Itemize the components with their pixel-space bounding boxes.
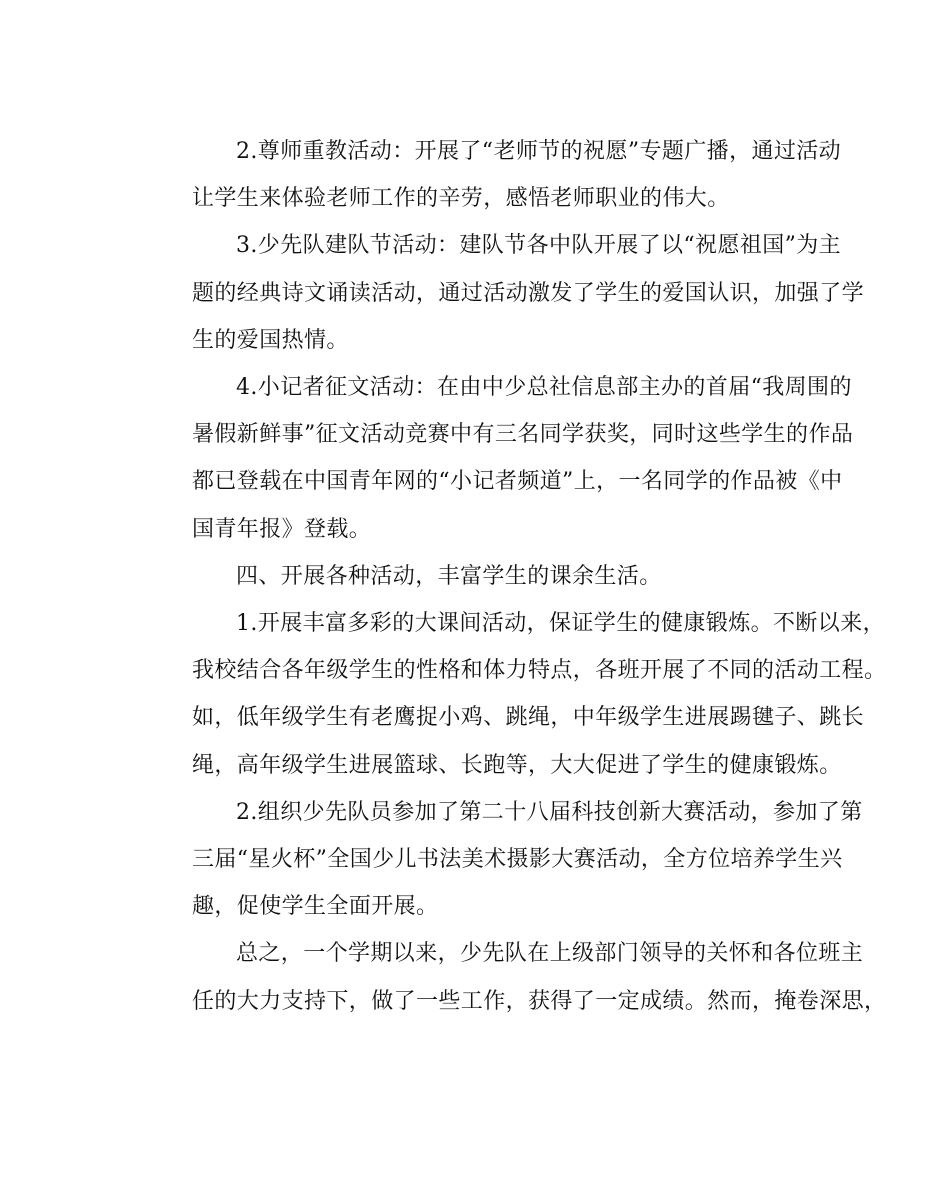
paragraph-big-recess-activity xyxy=(148,600,887,789)
text-line: 暑假新鲜事”征文活动竞赛中有三名同学获奖，同时这些学生的作品 xyxy=(192,422,854,448)
text-line: 让学生来体验老师工作的辛劳，感悟老师职业的伟大。 xyxy=(192,186,730,212)
text-line: 绳，高年级学生进展篮球、长跑等，大大促进了学生的健康锻炼。 xyxy=(192,752,842,778)
text-line: 总之，一个学期以来，少先队在上级部门领导的关怀和各位班主 xyxy=(236,941,864,967)
paragraph-team-founding-day-activity xyxy=(148,222,865,364)
text-line: 如，低年级学生有老鹰捉小鸡、跳绳，中年级学生进展踢毽子、跳长 xyxy=(192,705,865,731)
section-heading-activities xyxy=(148,553,808,600)
text-line: 都已登载在中国青年网的“小记者频道”上，一名同学的作品被《中 xyxy=(192,469,843,495)
paragraph-summary xyxy=(148,930,887,1024)
text-line: 三届“星火杯”全国少儿书法美术摄影大赛活动，全方位培养学生兴 xyxy=(192,847,843,873)
text-line: 2.尊师重教活动：开展了“老师节的祝愿”专题广播，通过活动 xyxy=(236,139,842,164)
document-body xyxy=(148,128,887,1025)
text-line: 题的经典诗文诵读活动，通过活动激发了学生的爱国认识，加强了学 xyxy=(192,280,865,306)
text-line: 1.开展丰富多彩的大课间活动，保证学生的健康锻炼。不断以来， xyxy=(236,611,885,637)
text-line: 我校结合各年级学生的性格和体力特点，各班开展了不同的活动工程。 xyxy=(192,658,887,684)
text-line: 国青年报》登载。 xyxy=(192,516,372,542)
text-line: 生的爱国热情。 xyxy=(192,327,349,353)
text-line: 4.小记者征文活动：在由中少总社信息部主办的首届“我周围的 xyxy=(236,375,852,401)
paragraph-teacher-respect-activity xyxy=(148,128,842,222)
text-line: 3.少先队建队节活动：建队节各中队开展了以“祝愿祖国”为主 xyxy=(236,233,842,259)
text-line: 四、开展各种活动，丰富学生的课余生活。 xyxy=(236,563,662,589)
paragraph-young-reporter-essay-activity xyxy=(148,364,854,553)
text-line: 趣，促使学生全面开展。 xyxy=(192,894,439,920)
text-line: 任的大力支持下，做了一些工作，获得了一定成绩。然而，掩卷深思， xyxy=(192,988,887,1014)
paragraph-competitions-activity xyxy=(148,789,863,931)
text-line: 2.组织少先队员参加了第二十八届科技创新大赛活动，参加了第 xyxy=(236,799,863,825)
